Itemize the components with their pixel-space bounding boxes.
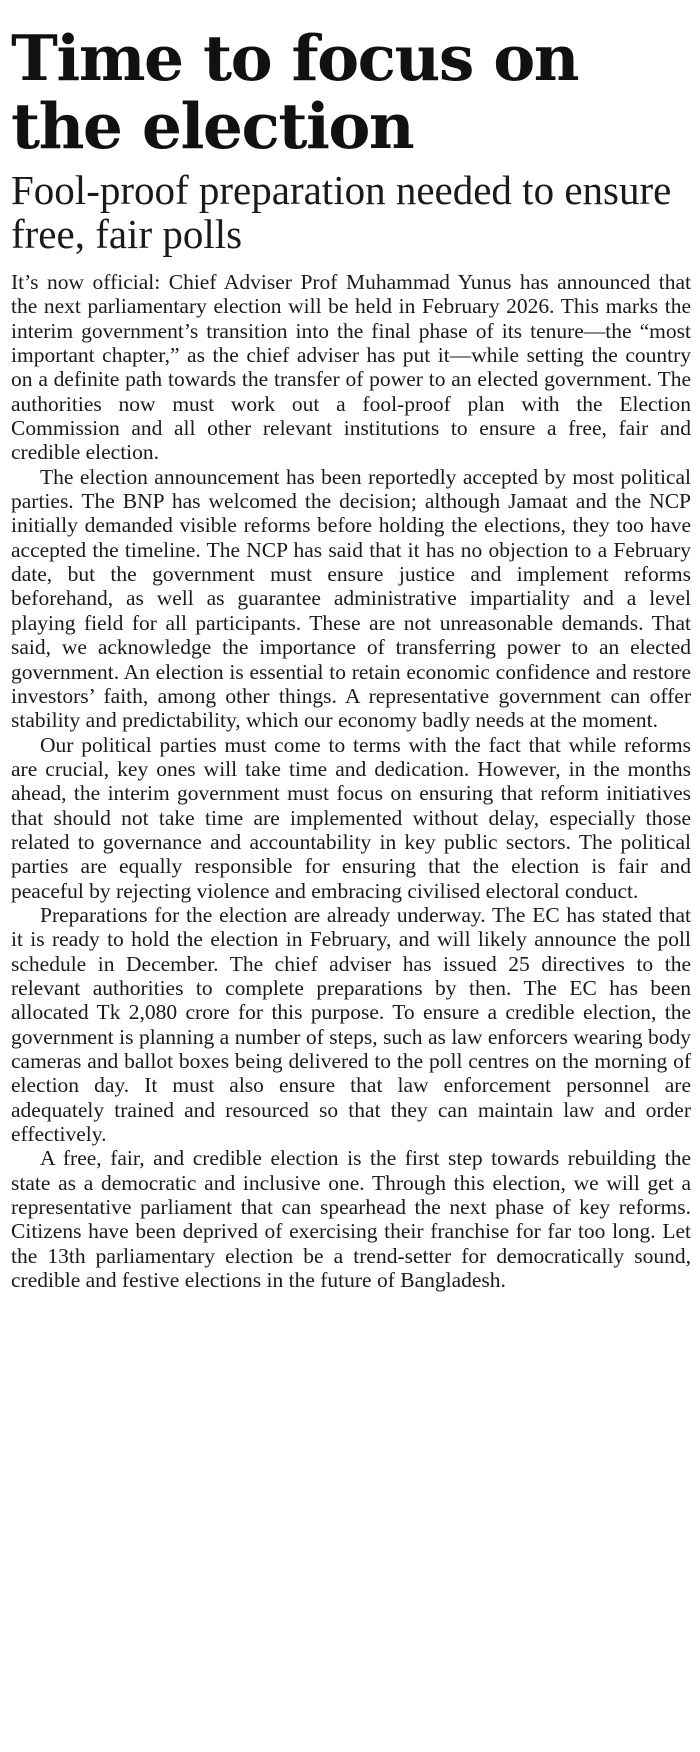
- paragraph-1: It’s now official: Chief Adviser Prof Muhammad Yunus has announced that the next parliamentary election will be held in February 2026. This marks the interim government’s transition into the final phase of its tenure—the “most important chapter,” as the chief adviser has put it—while setting the country on a definite path towards the transfer of power to an elected government. The authorities now must work out a fool-proof plan with the Election Commission and all other relevant institutions to ensure a free, fair and credible election.: [11, 270, 691, 465]
- paragraph-4: Preparations for the election are already underway. The EC has stated that it is ready to hold the election in February, and will likely announce the poll schedule in December. The chief adviser has issued 25 directives to the relevant authorities to complete preparations by then. The EC has been allocated Tk 2,080 crore for this purpose. To ensure a credible election, the government is planning a number of steps, such as law enforcers wearing body cameras and ballot boxes being delivered to the poll centres on the morning of election day. It must also ensure that law enforcement personnel are adequately trained and resourced so that they can maintain law and order effectively.: [11, 902, 691, 1147]
- subheadline: Fool-proof preparation needed to ensure free, fair polls: [11, 167, 672, 257]
- paragraph-2: The election announcement has been reportedly accepted by most political parties. The BNP has welcomed the decision; although Jamaat and the NCP initially demanded visible reforms before holding the elections, they too have accepted the timeline. The NCP has said that it has no objection to a February date, but the government must ensure justice and implement reforms beforehand, as well as guarantee administrative impartiality and a level playing field for all participants. These are not unreasonable demands. That said, we acknowledge the importance of transferring power to an elected government. An election is essential to retain economic confidence and restore investors’ faith, among other things. A representative government can offer stability and predictability, which our economy badly needs at the moment.: [11, 464, 691, 733]
- editorial-article: [11, 0, 691, 1292]
- headline: Time to focus on the election: [11, 21, 579, 163]
- article-body: [11, 270, 691, 1292]
- paragraph-5: A free, fair, and credible election is the first step towards rebuilding the state as a democratic and inclusive one. Through this election, we will get a representative parliament that can spearhead the next phase of key reforms. Citizens have been deprived of exercising their franchise for far too long. Let the 13th parliamentary election be a trend-setter for democratically sound, credible and festive elections in the future of Bangladesh.: [11, 1146, 691, 1293]
- paragraph-3: Our political parties must come to terms with the fact that while reforms are crucial, key ones will take time and dedication. However, in the months ahead, the interim government must focus on ensuring that reform initiatives that should not take time are implemented without delay, especially those related to governance and accountability in key public sectors. The political parties are equally responsible for ensuring that the election is fair and peaceful by rejecting violence and embracing civilised electoral conduct.: [11, 732, 691, 903]
